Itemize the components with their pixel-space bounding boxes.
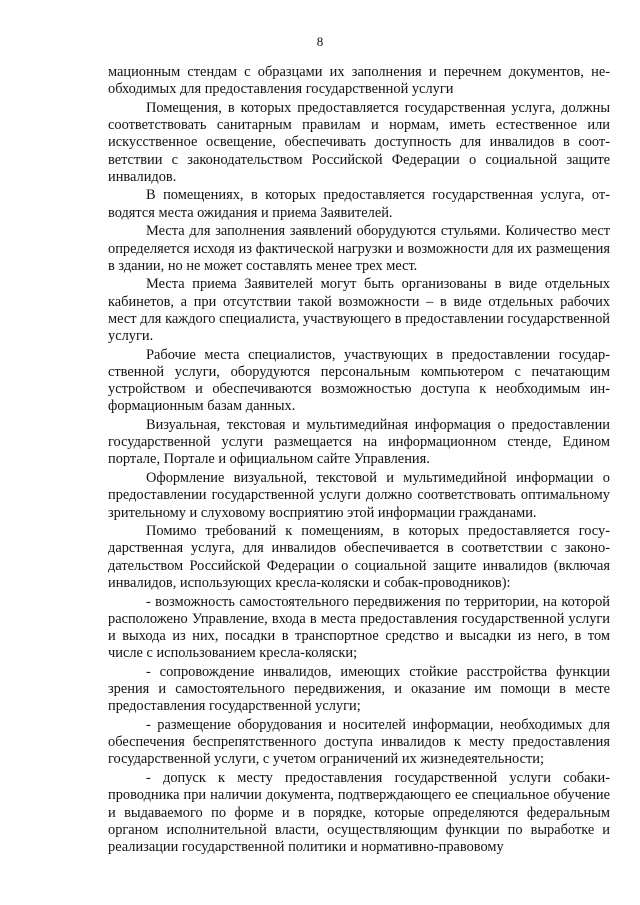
paragraph-continuation: мационным стендам с образцами их заполнения и перечнем документов, необходимых для предоставления государственной услуги	[108, 64, 610, 98]
paragraph-premises-requirements: Помещения, в которых предоставляется государственная услуга, должны соответствовать санитарным правилам и нормам, иметь естественное или искусственное освещение, обеспечивать доступность для инвалидов в соответствии с законодательством Российской Федерации о социальной защите инвалидов.	[108, 99, 610, 185]
list-item-movement: - возможность самостоятельного передвижения по территории, на которой расположено Управление, входа в места предоставления государственной услуги и выхода из них, посадки в транспортное средство и высадки из него, в том числе с использованием кресла-коляски;	[108, 593, 610, 662]
page-number: 8	[316, 34, 324, 49]
paragraph-workplaces: Рабочие места специалистов, участвующих в предоставлении государственной услуги, оборудуются персональным компьютером с печатающим устройством и обеспечиваются возможностью доступа к необходимым информационным базам данных.	[108, 346, 610, 415]
paragraph-information-design: Оформление визуальной, текстовой и мультимедийной информации о предоставлении государственной услуги должно соответствовать оптимальному зрительному и слуховому восприятию этой информации гражданами.	[108, 470, 610, 521]
paragraph-disability-access: Помимо требований к помещениям, в которых предоставляется государственная услуга, для инвалидов обеспечивается в соответствии с законодательством Российской Федерации о социальной защите инвалидов (включая инвалидов, использующих кресла-коляски и собак-проводников):	[108, 523, 610, 591]
document-body	[108, 64, 610, 858]
paragraph-reception-places: Места приема Заявителей могут быть организованы в виде отдельных кабинетов, а при отсутствии такой возможности – в виде отдельных рабочих мест для каждого специалиста, участвующего в предоставлении государственной услуги.	[108, 276, 610, 345]
paragraph-waiting-areas: В помещениях, в которых предоставляется государственная услуга, отводятся места ожидания и приема Заявителей.	[108, 187, 610, 221]
list-item-escort: - сопровождение инвалидов, имеющих стойкие расстройства функции зрения и самостоятельного передвижения, и оказание им помощи в месте предоставления государственной услуги;	[108, 663, 610, 715]
paragraph-seating: Места для заполнения заявлений оборудуются стульями. Количество мест определяется исходя из фактической нагрузки и возможности для их размещения в здании, но не может составлять менее трех мест.	[108, 223, 610, 274]
list-item-guide-dog: - допуск к месту предоставления государственной услуги собаки-проводника при наличии документа, подтверждающего ее специальное обучение и выдаваемого по форме и в порядке, которые определяются федеральным органом исполнительной власти, осуществляющим функции по выработке и реализации государственной политики и нормативно-правовому	[108, 770, 610, 855]
paragraph-information-placement: Визуальная, текстовая и мультимедийная информация о предоставлении государственной услуги размещается на информационном стенде, Едином портале, Портале и официальном сайте Управления.	[108, 417, 610, 468]
list-item-equipment: - размещение оборудования и носителей информации, необходимых для обеспечения беспрепятственного доступа инвалидов к месту предоставления государственной услуги, с учетом ограничений их жизнедеятельности;	[108, 717, 610, 768]
